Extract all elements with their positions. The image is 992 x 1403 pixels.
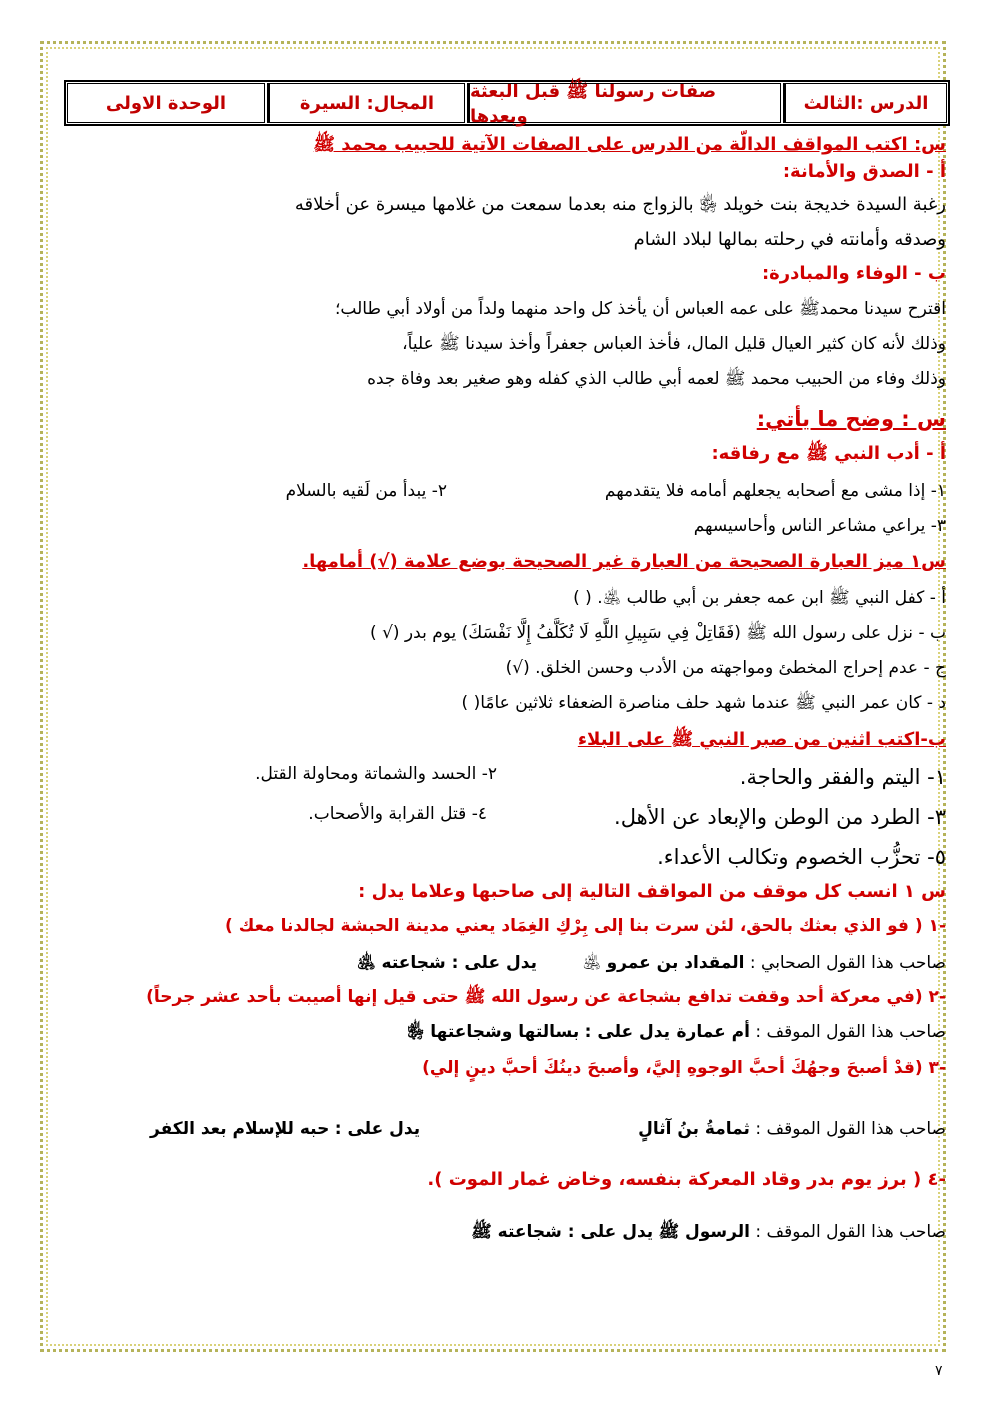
q4-item5: ٥- تحزُّب الخصوم وتكالب الأعداء.	[657, 845, 946, 869]
q5-s3-sign-label: يدل على :	[334, 1119, 421, 1139]
q5-s2-owner-label: صاحب هذا القول الموقف :	[755, 1022, 946, 1042]
q1-b-line2: وذلك لأنه كان كثير العيال قليل المال، فأخذ العباس جعفراً وأخذ سيدنا ﷺ علياً،	[402, 334, 946, 354]
q5-s3-quote: -٣ (قدْ أصبحَ وجهُكَ أحبَّ الوجوهِ إليَّ، وأصبحَ دينُكَ أحبَّ دينٍ إلي)	[422, 1058, 946, 1078]
q1-a-line2: وصدقه وأمانته في رحلته بمالها لبلاد الشام	[633, 229, 946, 250]
q4-title: ب-اكتب اثنين من صبر النبي ﷺ على البلاء	[577, 729, 946, 750]
q2-item3: ٣- يراعي مشاعر الناس وأحاسيسهم	[693, 516, 946, 536]
q1-a-title: أ - الصدق والأمانة:	[782, 161, 946, 182]
q2-a-title: أ - أدب النبي ﷺ مع رفاقه:	[711, 443, 946, 464]
q5-s1-answer	[583, 951, 946, 975]
q4-item3: ٣- الطرد من الوطن والإبعاد عن الأهل.	[614, 805, 946, 829]
q5-s4-owner: الرسول ﷺ	[658, 1222, 750, 1242]
q4-item2: ٢- الحسد والشماتة ومحاولة القتل.	[255, 764, 497, 784]
q3-title: س١ ميز العبارة الصحيحة من العبارة غير الصحيحة بوضع علامة (√) أمامها.	[302, 551, 946, 572]
q2-title: س : وضح ما يأتي:	[756, 407, 946, 431]
q1-b-line3: وذلك وفاء من الحبيب محمد ﷺ لعمه أبي طالب الذي كفله وهو صغير بعد وفاة جده	[367, 369, 946, 389]
q5-s4-sign: يدل على : شجاعته ﷺ	[471, 1222, 654, 1242]
q5-s4-answer	[471, 1220, 946, 1244]
q3-s3: ج - عدم إحراج المخطئ ومواجهته من الأدب وحسن الخلق. (√)	[505, 658, 946, 678]
q5-s3-owner: ثمامةُ بنُ آثالٍ	[638, 1119, 750, 1139]
q3-s2: ب - نزل على رسول الله ﷺ (فَقَاتِلْ فِي سَبِيلِ اللَّهِ لَا تُكَلَّفُ إِلَّا نَفْسَكَ) يوم بدر (√ )	[370, 623, 946, 643]
q5-s2-quote: -٢ (في معركة أحد وقفت تدافع بشجاعة عن رسول الله ﷺ حتى قيل إنها أصيبت بأحد عشر جرحاً)	[146, 987, 946, 1007]
q5-s4-owner-label: صاحب هذا القول الموقف :	[755, 1222, 946, 1242]
q1-a-line1: رغبة السيدة خديجة بنت خويلد ﵂ بالزواج منه بعدما سمعت من غلامها ميسرة عن أخلاقه	[294, 194, 946, 215]
q1-title: س: اكتب المواقف الدالّة من الدرس على الصفات الآتية للحبيب محمد ﷺ	[313, 134, 946, 155]
q2-item2: ٢- يبدأ من لَقيه بالسلام	[285, 481, 447, 501]
domain-cell: المجال: السيرة	[268, 84, 464, 122]
q5-s3-sign: حبه للإسلام بعد الكفر	[150, 1119, 330, 1139]
q5-s4-quote: -٤ ( برز يوم بدر وقاد المعركة بنفسه، وخاض غمار الموت ).	[427, 1169, 946, 1190]
q2-item1: ١- إذا مشى مع أصحابه يجعلهم أمامه فلا يتقدمهم	[604, 481, 946, 501]
q5-s2-sign-label: يدل على :	[584, 1022, 670, 1042]
q5-s2-answer	[677, 1020, 946, 1044]
q5-s1-owner-suffix: ﵁	[582, 953, 602, 973]
q3-s4: د - كان عمر النبي ﷺ عندما شهد حلف مناصرة الضعفاء ثلاثين عامًا( )	[461, 693, 946, 713]
q5-s3-sign-wrap	[150, 1117, 420, 1141]
page-number: ٧	[935, 1363, 943, 1379]
q5-title: س ١ انسب كل موقف من المواقف التالية إلى صاحبها وعلاما يدل :	[358, 881, 946, 902]
unit-cell: الوحدة الاولى	[68, 84, 264, 122]
q1-b-title: ب - الوفاء والمبادرة:	[761, 263, 946, 284]
q5-s3-answer	[638, 1117, 946, 1141]
lesson-header-table	[64, 80, 950, 126]
q5-s1-owner-label: صاحب هذا القول الصحابي :	[749, 953, 946, 973]
title-cell: صفات رسولنا ﷺ قبل البعثة وبعدها	[468, 84, 780, 122]
q5-s3-owner-label: صاحب هذا القول الموقف :	[755, 1119, 946, 1139]
q1-b-line1: اقترح سيدنا محمدﷺ على عمه العباس أن يأخذ كل واحد منهما ولداً من أولاد أبي طالب؛	[334, 299, 946, 319]
q5-s2-sign: بسالتها وشجاعتها ﵂	[407, 1022, 580, 1042]
q4-item1: ١- اليتم والفقر والحاجة.	[739, 765, 946, 789]
q5-s2-sign-wrap	[407, 1020, 670, 1044]
q5-s1-owner: المقداد بن عمرو	[606, 953, 745, 973]
q5-s2-owner: أم عمارة	[676, 1022, 750, 1042]
q5-s1-sign: يدل على : شجاعته ﵁	[357, 953, 537, 973]
q4-item4: ٤- قتل القرابة والأصحاب.	[308, 804, 487, 824]
q3-s1: أ - كفل النبي ﷺ ابن عمه جعفر بن أبي طالب ﵁. ( )	[573, 588, 946, 608]
lesson-cell: الدرس :الثالث	[784, 84, 946, 122]
q5-s1-quote: -١ ( فو الذي بعثك بالحق، لئن سرت بنا إلى بِرْكِ الغِمَاد يعني مدينة الحبشة لجالدنا معك )	[225, 916, 946, 936]
